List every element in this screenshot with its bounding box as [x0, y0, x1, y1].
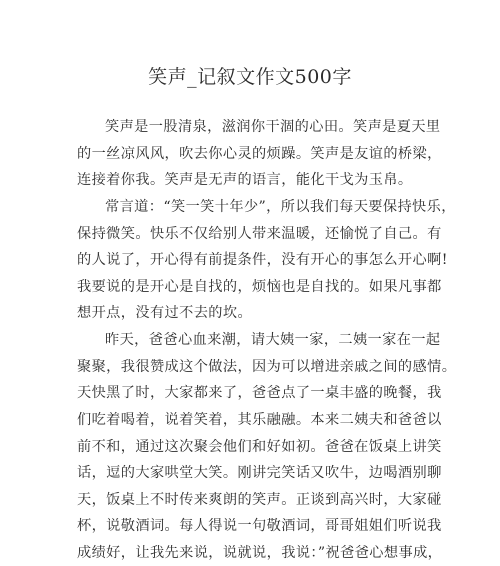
paragraph-line: 天快黑了时，大家都来了，爸爸点了一桌丰盛的晚餐，我 [77, 385, 442, 401]
paragraph-line: 的人说了，开心得有前提条件，没有开心的事怎么开心啊! [77, 252, 448, 268]
paragraph-line: 我要说的是开心是自找的，烦恼也是自找的。如果凡事都 [77, 279, 442, 295]
paragraph-line: 杯，说敬酒词。每人得说一句敬酒词，哥哥姐姐们听说我 [77, 518, 442, 534]
paragraph-line: 前不和，通过这次聚会他们和好如初。爸爸在饭桌上讲笑 [77, 439, 442, 455]
paragraph-line: 保持微笑。快乐不仅给别人带来温暖，还愉悦了自己。有 [77, 226, 442, 242]
paragraph-line: 话，逗的大家哄堂大笑。刚讲完笑话又吹牛，边喝酒别聊 [77, 465, 442, 481]
paragraph-line: 们吃着喝着，说着笑着，其乐融融。本来二姨夫和爸爸以 [77, 412, 442, 428]
paragraph-line: 聚聚，我很赞成这个做法，因为可以增进亲戚之间的感情。 [77, 359, 457, 375]
paragraph-line: 成绩好，让我先来说，说就说，我说：”祝爸爸心想事成， [77, 545, 443, 561]
paragraph-line: 连接着你我。笑声是无声的语言，能化干戈为玉帛。 [77, 172, 413, 188]
paragraph-line: 的一丝凉风风，吹去你心灵的烦躁。笑声是友谊的桥梁， [77, 146, 442, 162]
paragraph-line: 天，饭桌上不时传来爽朗的笑声。正谈到高兴时，大家碰 [77, 492, 442, 508]
paragraph-line: 常言道：“笑一笑十年少”，所以我们每天要保持快乐， [105, 199, 456, 215]
paragraph-line: 笑声是一股清泉，滋润你干涸的心田。笑声是夏天里 [105, 119, 441, 135]
paragraph-line: 昨天，爸爸心血来潮，请大姨一家，二姨一家在一起 [105, 332, 441, 348]
document-title: 笑声_记叙文作文500字 [148, 66, 352, 88]
paragraph-line: 想开点，没有过不去的坎。 [77, 305, 253, 321]
